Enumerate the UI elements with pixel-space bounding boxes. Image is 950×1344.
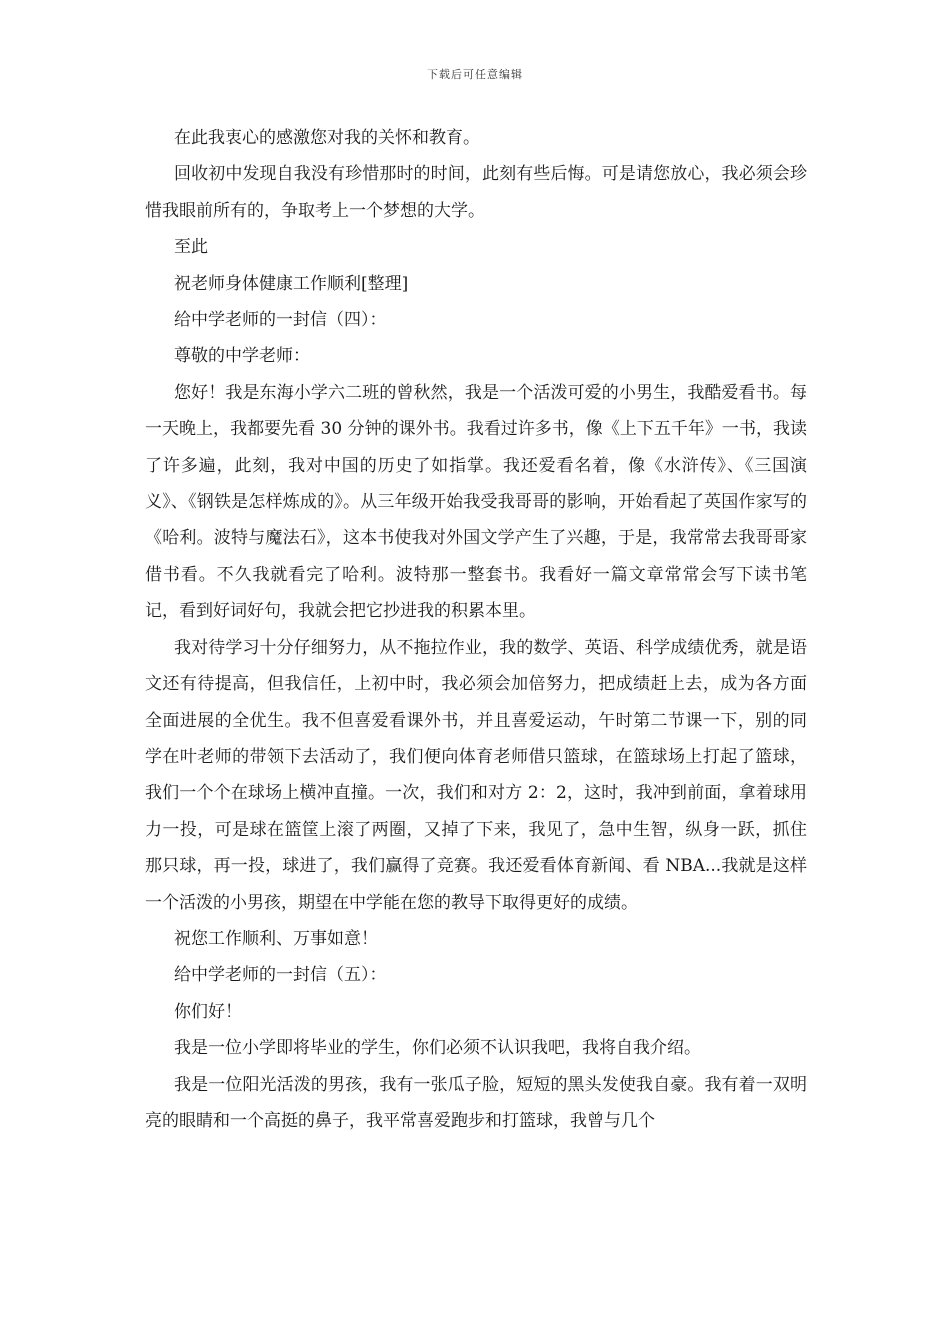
paragraph-thanks: 在此我衷心的感激您对我的关怀和教育。 xyxy=(174,128,480,148)
letter-five-salutation: 你们好！ xyxy=(174,1001,242,1022)
letter-four-salutation: 尊敬的中学老师： xyxy=(174,346,310,367)
paragraph-closing: 至此 xyxy=(174,237,208,258)
letter-four-wishes: 祝您工作顺利、万事如意！ xyxy=(174,928,378,949)
paragraph-wishes: 祝老师身体健康工作顺利[整理] xyxy=(174,273,409,294)
paragraph-regret: 回收初中发现自我没有珍惜那时的时间，此刻有些后悔。可是请您放心，我必须会珍惜我眼前所有的，争取考上一个梦想的大学。 xyxy=(145,164,807,221)
page-header: 下载后可任意编辑 xyxy=(427,68,523,81)
letter-four-title: 给中学老师的一封信（四）： xyxy=(174,310,387,331)
document-body xyxy=(145,120,807,1139)
letter-four-body-study: 我对待学习十分仔细努力，从不拖拉作业，我的数学、英语、科学成绩优秀，就是语文还有待提高，但我信任，上初中时，我必须会加倍努力，把成绩赶上去，成为各方面全面进展的全优生。我不但喜爱看课外书，并且喜爱运动，午时第二节课一下，别的同学在叶老师的带领下去活动了，我们便向体育老师借只篮球，在篮球场上打起了篮球，我们一个个在球场上横冲直撞。一次，我们和对方 2：2，这时，我冲到前面，拿着球用力一投，可是球在篮筐上滚了两圈，又掉了下来，我见了，急中生智，纵身一跃，抓住那只球，再一投，球进了，我们赢得了竞赛。我还爱看体育新闻、看 NBA...我就是这样一个活泼的小男孩，期望在中学能在您的教导下取得更好的成绩。 xyxy=(145,637,807,913)
letter-five-body: 我是一位阳光活泼的男孩，我有一张瓜子脸，短短的黑头发使我自豪。我有着一双明亮的眼睛和一个高挺的鼻子，我平常喜爱跑步和打篮球，我曾与几个 xyxy=(145,1074,807,1131)
letter-four-body-reading: 您好！我是东海小学六二班的曾秋然，我是一个活泼可爱的小男生，我酷爱看书。每一天晚上，我都要先看 30 分钟的课外书。我看过许多书，像《上下五千年》一书，我读了许多遍，此刻，我对中国的历史了如指掌。我还爱看名着，像《水浒传》、《三国演义》、《钢铁是怎样炼成的》。从三年级开始我受我哥哥的影响，开始看起了英国作家写的《哈利。波特与魔法石》，这本书使我对外国文学产生了兴趣，于是，我常常去我哥哥家借书看。不久我就看完了哈利。波特那一整套书。我看好一篇文章常常会写下读书笔记，看到好词好句，我就会把它抄进我的积累本里。 xyxy=(145,382,807,622)
letter-five-title: 给中学老师的一封信（五）： xyxy=(174,965,387,986)
letter-five-intro: 我是一位小学即将毕业的学生，你们必须不认识我吧，我将自我介绍。 xyxy=(174,1038,701,1059)
